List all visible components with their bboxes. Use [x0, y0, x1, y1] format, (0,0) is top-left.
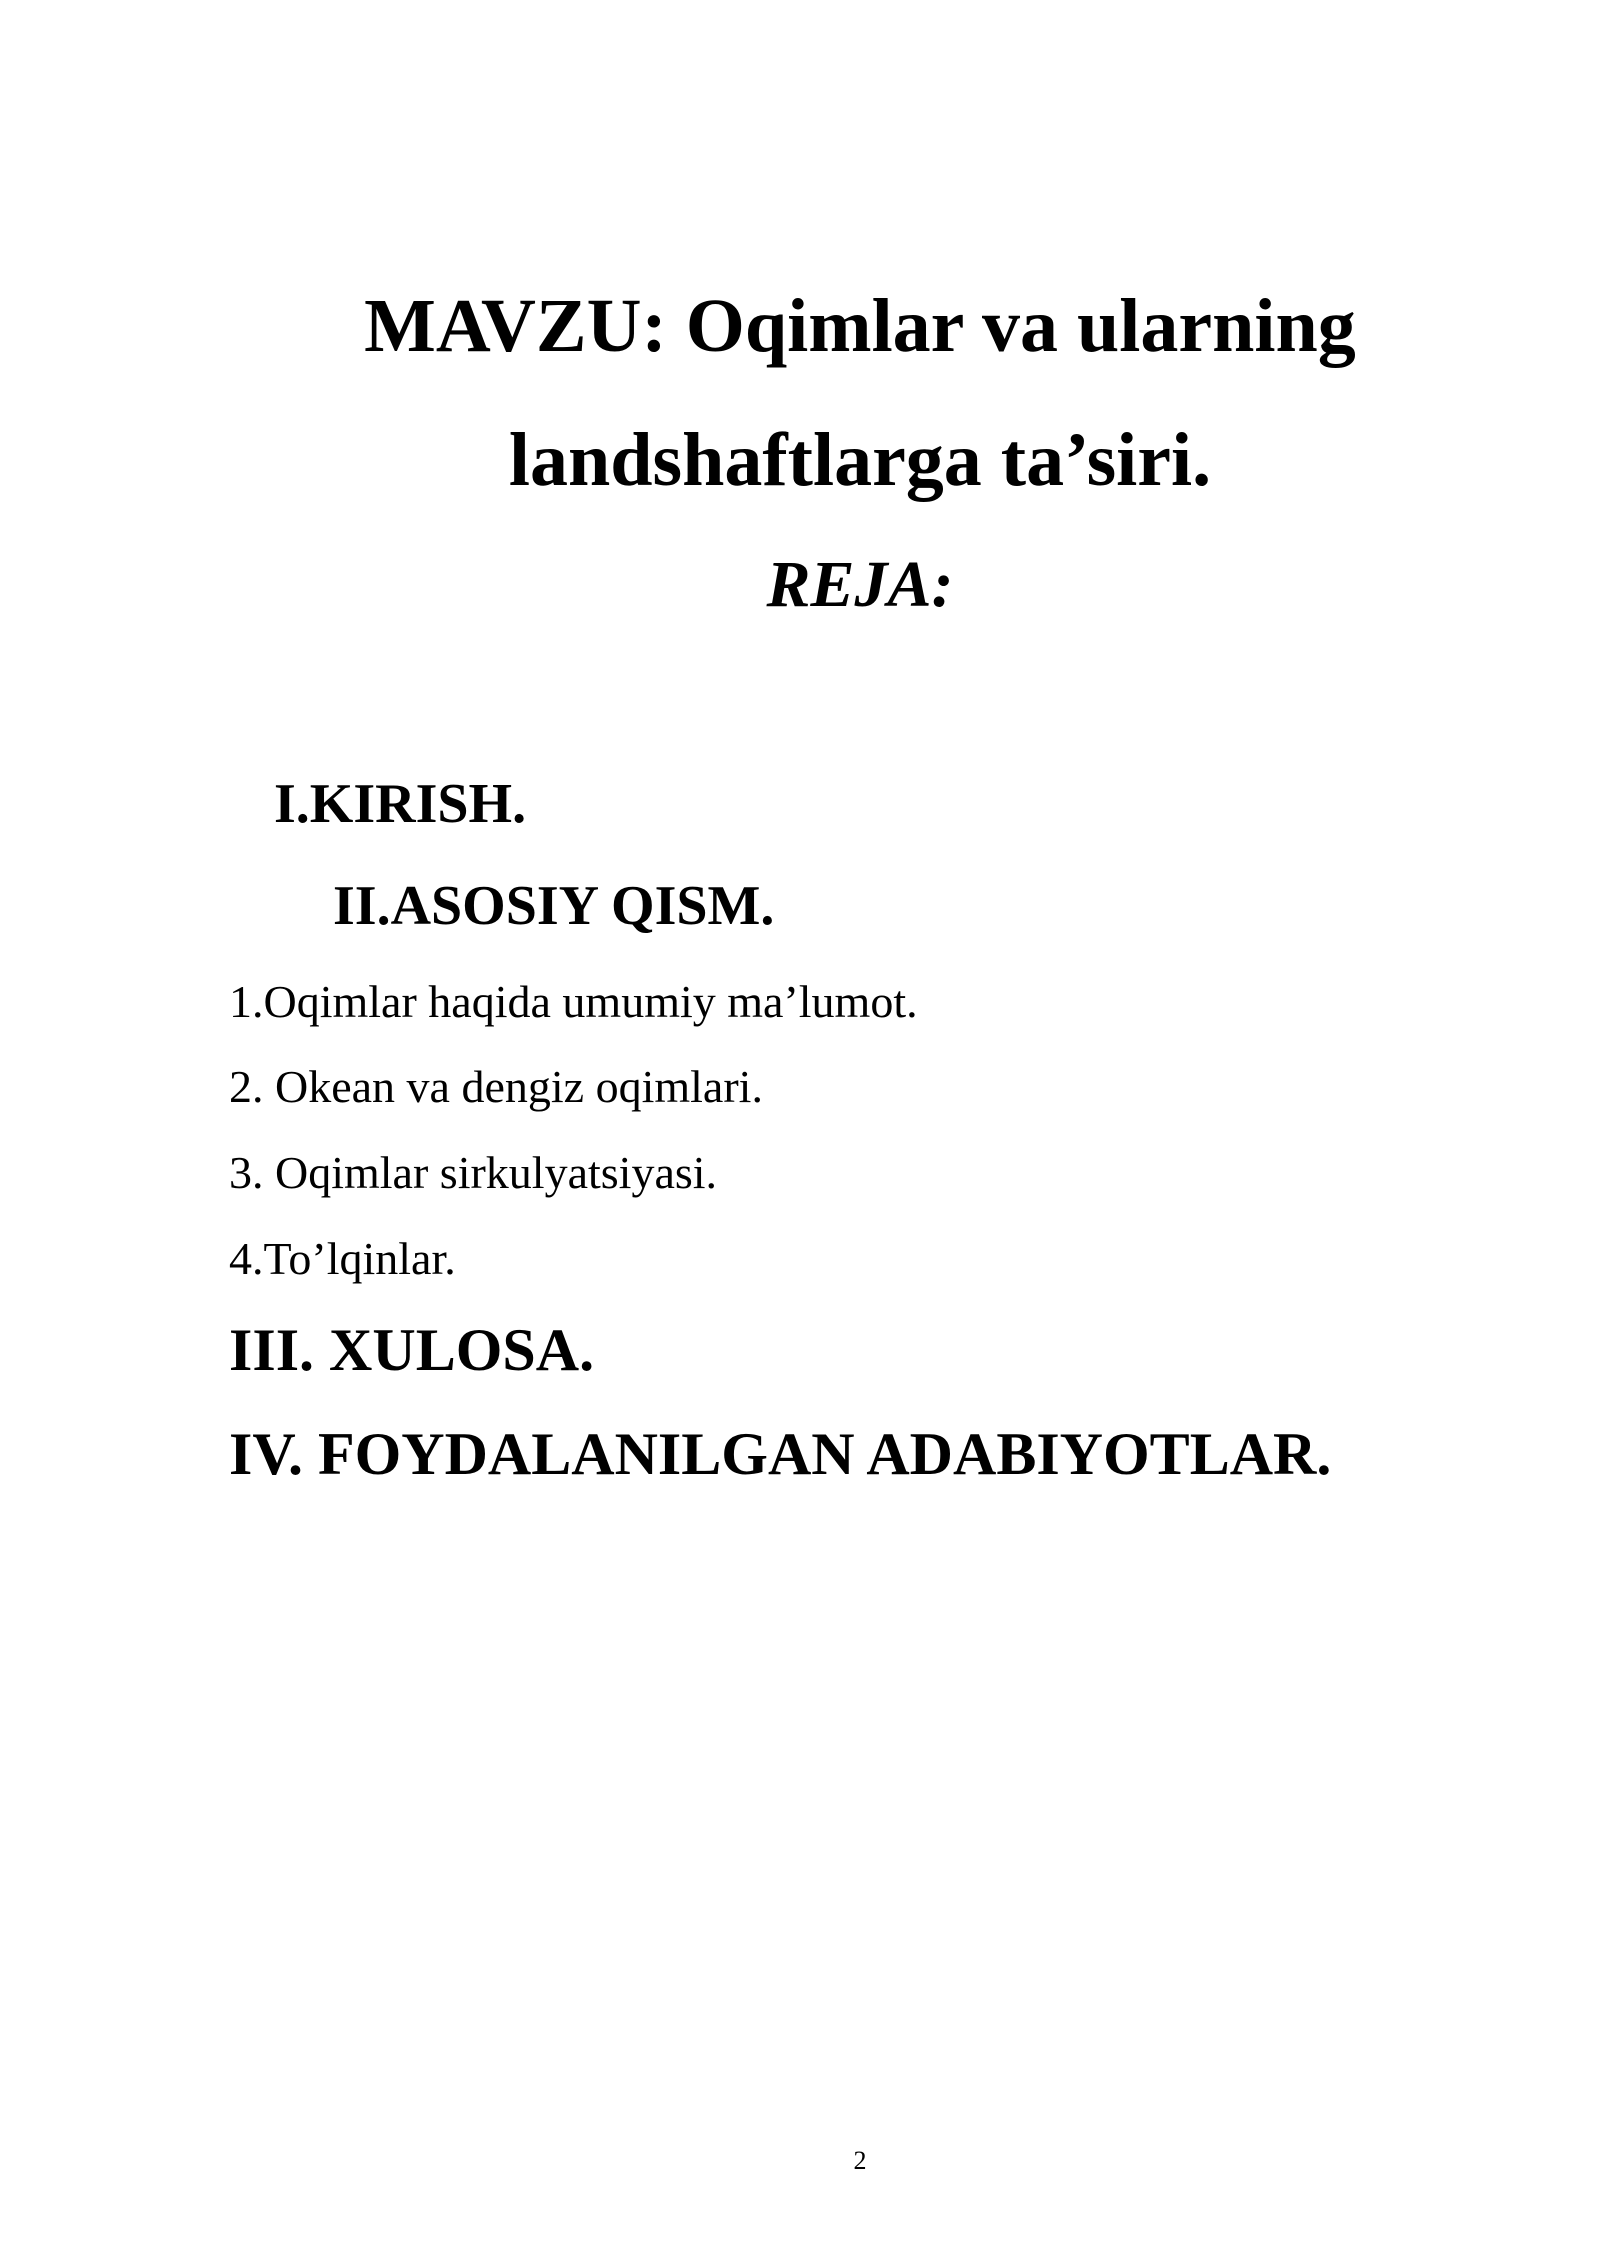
plan-item-intro: I.KIRISH. [274, 773, 527, 835]
plan-subitem: 1.Oqimlar haqida umumiy ma’lumot. [229, 976, 918, 1027]
plan-item-conclusion: III. XULOSA. [229, 1317, 595, 1383]
title-line-1: MAVZU: Oqimlar va ularning [364, 284, 1356, 368]
plan-subitem: 3. Oqimlar sirkulyatsiyasi. [229, 1147, 718, 1198]
page-number: 2 [853, 2146, 867, 2175]
title-line-2: landshaftlarga ta’siri. [508, 418, 1212, 502]
plan-item-references: IV. FOYDALANILGAN ADABIYOTLAR. [229, 1421, 1332, 1487]
plan-heading: REJA: [766, 548, 954, 621]
plan-item-main-part: II.ASOSIY QISM. [333, 875, 775, 937]
plan-subitem: 4.To’lqinlar. [229, 1233, 456, 1284]
plan-subitem: 2. Okean va dengiz oqimlari. [229, 1061, 763, 1112]
